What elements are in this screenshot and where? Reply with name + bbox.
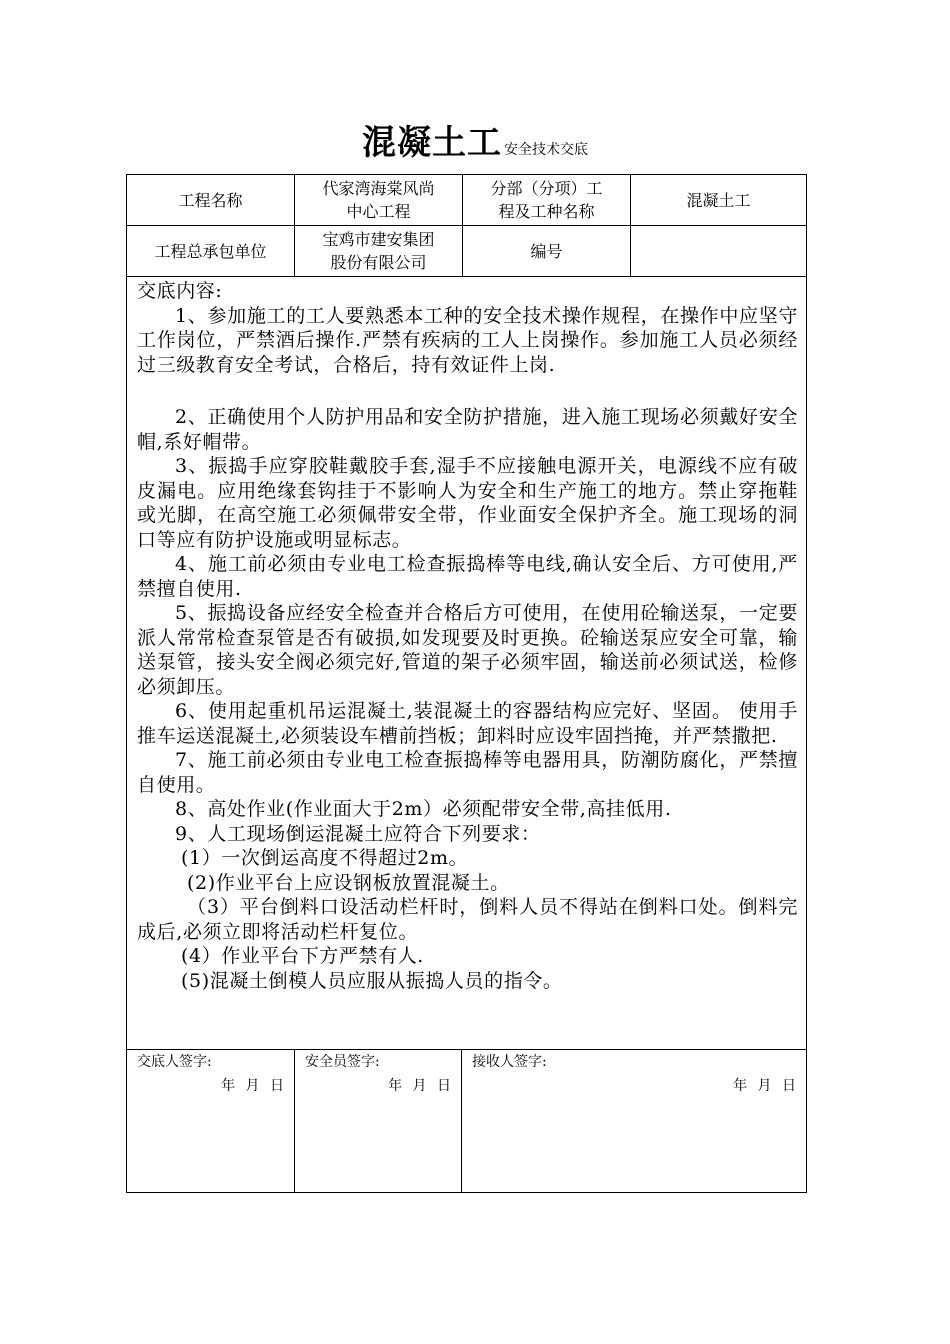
title-main: 混凝土工 [362,123,502,163]
safety-officer-signature-label: 安全员签字: [305,1054,380,1070]
contractor-value [295,226,463,277]
subproject-value: 混凝土工 [631,175,807,226]
disclosure-content [127,277,806,993]
content-subitem-1: (1）一次倒运高度不得超过2m。 [181,847,469,869]
content-item-6: 6、使用起重机吊运混凝土,装混凝土的容器结构应完好、坚固。 使用手推车运送混凝土,必须装设车槽前挡板；卸料时应设牢固挡掩，并严禁撒把. [137,700,798,747]
row-project-name [127,175,807,226]
content-heading: 交底内容: [137,280,223,302]
subproject-label [463,175,631,226]
discloser-signature-label: 交底人签字: [137,1054,212,1070]
disclosure-form [126,174,806,1193]
content-subitem-3: （3）平台倒料口设活动栏杆时，倒料人员不得站在倒料口处。倒料完成后,必须立即将活动栏杆复位。 [137,896,798,943]
project-name-value [295,175,463,226]
content-item-4: 4、施工前必须由专业电工检查振捣棒等电线,确认安全后、方可使用,严禁擅自使用. [137,553,798,600]
discloser-signature-cell [127,1050,295,1193]
content-item-7: 7、施工前必须由专业电工检查振捣棒等电器用具，防潮防腐化，严禁擅自使用。 [137,749,798,796]
receiver-signature-date: 年 月 日 [733,1078,796,1094]
row-contractor [127,226,807,277]
receiver-signature-label: 接收人签字: [472,1054,547,1070]
content-item-8: 8、高处作业(作业面大于2m）必须配带安全带,高挂低用. [175,798,672,820]
content-item-1: 1、参加施工的工人要熟悉本工种的安全技术操作规程，在操作中应坚守工作岗位，严禁酒后操作.严禁有疾病的工人上岗操作。参加施工人员必须经过三级教育安全考试，合格后，持有效证件上岗. [137,304,798,376]
receiver-signature-cell [462,1050,807,1193]
signature-table [126,1050,807,1193]
contractor-label: 工程总承包单位 [127,226,295,277]
content-item-3: 3、振捣手应穿胶鞋戴胶手套,湿手不应接触电源开关，电源线不应有破皮漏电。应用绝缘套钩挂于不影响人为安全和生产施工的地方。禁止穿拖鞋或光脚，在高空施工必须佩带安全带，作业面安全保护齐全。施工现场的洞口等应有防护设施或明显标志。 [137,455,798,551]
number-label: 编号 [463,226,631,277]
content-item-9: 9、人工现场倒运混凝土应符合下列要求： [175,822,541,845]
title-sub: 安全技术交底 [504,142,588,158]
contractor-value-line1: 宝鸡市建安集团 [322,230,435,249]
content-subitem-4: (4）作业平台下方严禁有人. [181,945,424,967]
content-subitem-2: (2)作业平台上应设钢板放置混凝土。 [187,871,510,894]
document-title [0,123,950,163]
project-name-label: 工程名称 [127,175,295,226]
row-signatures [127,1050,807,1193]
content-spacer [137,377,798,405]
content-cell [127,277,807,1050]
safety-officer-signature-cell [295,1050,462,1193]
number-value [631,226,807,277]
subproject-label-line1: 分部（分项）工 [490,179,603,198]
content-item-2: 2、正确使用个人防护用品和安全防护措施，进入施工现场必须戴好安全帽,系好帽带。 [137,406,798,453]
project-name-value-line2: 中心工程 [346,202,411,221]
content-item-5: 5、振捣设备应经安全检查并合格后方可使用，在使用砼输送泵，一定要派人常常检查泵管是否有破损,如发现要及时更换。砼输送泵应安全可靠，输送泵管，接头安全阀必须完好,管道的架子必须牢固，输送前必须试送，检修必须卸压。 [137,602,798,698]
safety-officer-signature-date: 年 月 日 [388,1078,451,1094]
discloser-signature-date: 年 月 日 [221,1078,284,1094]
subproject-label-line2: 程及工种名称 [498,202,595,221]
row-content [127,277,807,1050]
form-table [126,174,807,1050]
contractor-value-line2: 股份有限公司 [330,253,427,272]
content-subitem-5: (5)混凝土倒模人员应服从振捣人员的指令。 [181,969,563,992]
project-name-value-line1: 代家湾海棠风尚 [322,179,435,198]
